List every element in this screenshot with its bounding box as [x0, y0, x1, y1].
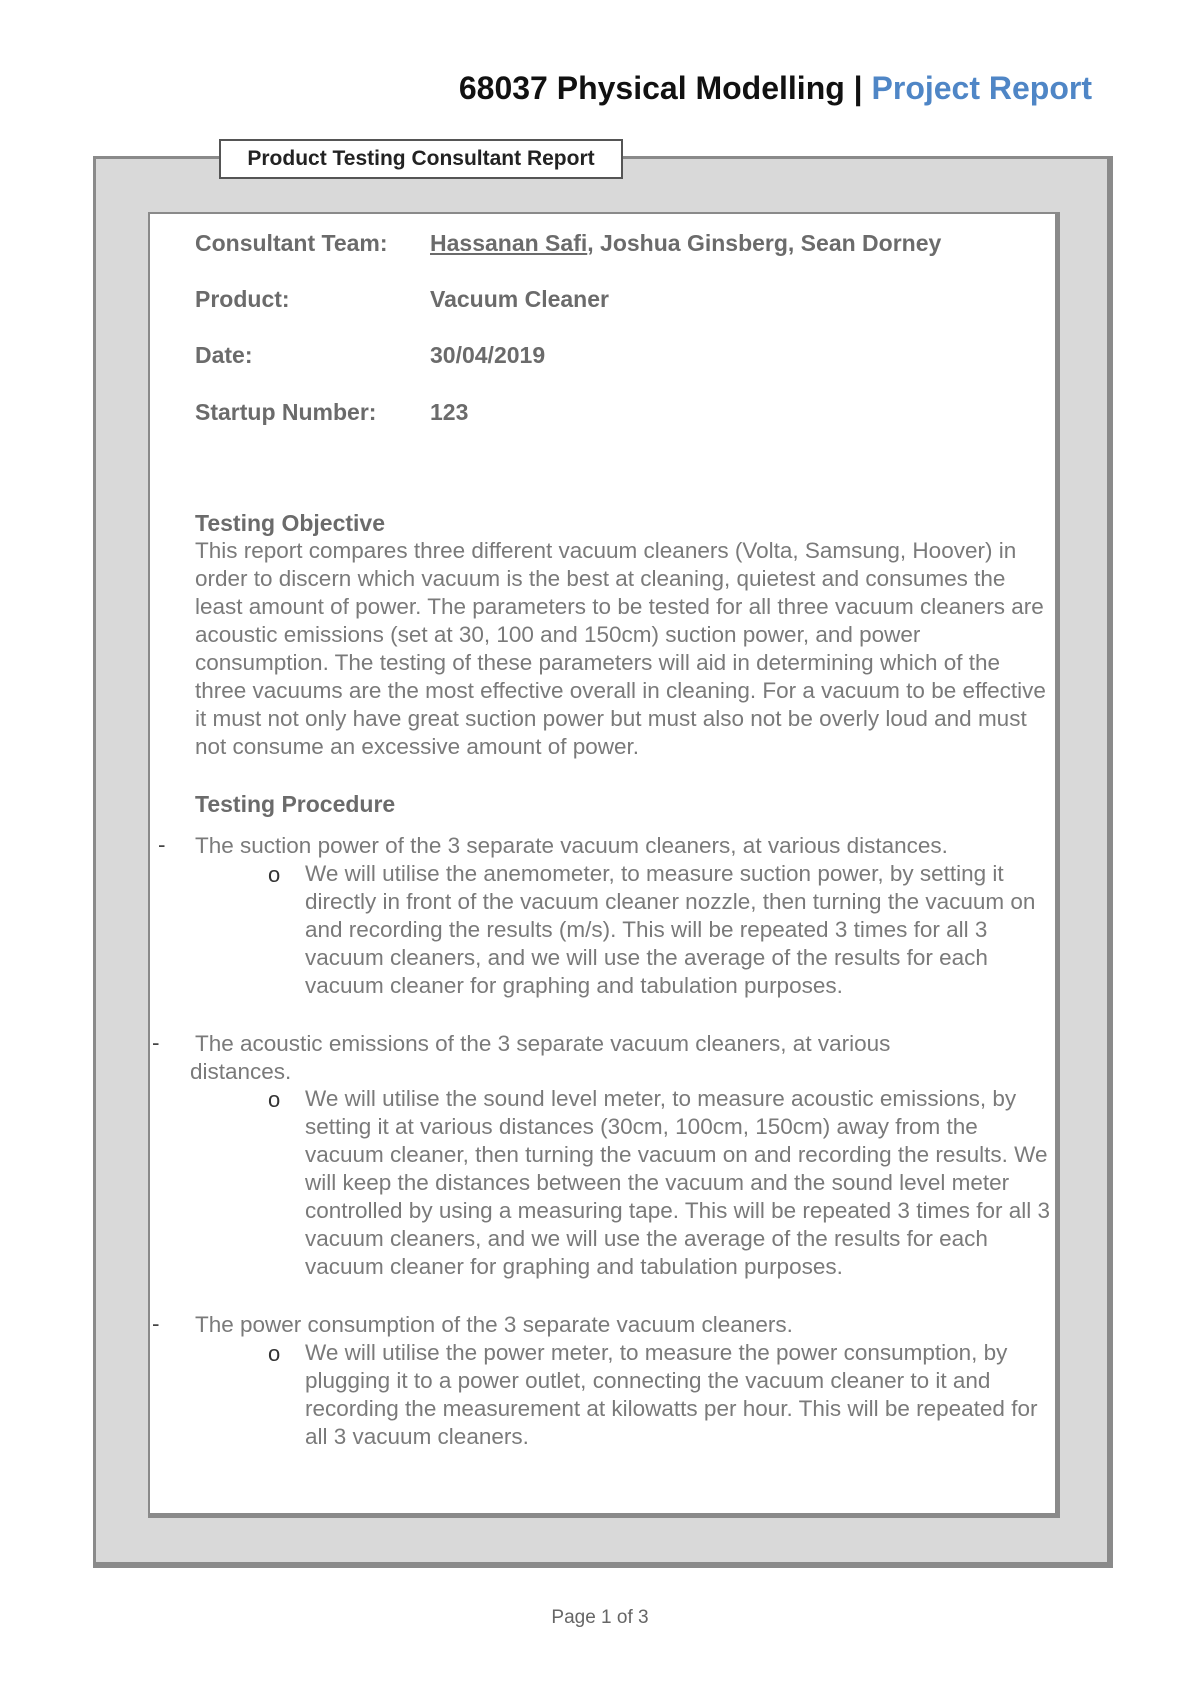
circle-bullet-1: o — [268, 862, 281, 887]
objective-title: Testing Objective — [195, 510, 386, 536]
product-label: Product: — [195, 286, 290, 312]
product-value: Vacuum Cleaner — [430, 286, 609, 312]
procedure-item-1: The suction power of the 3 separate vacuum cleaners, at various distances. — [195, 833, 948, 858]
procedure-subitem-2: We will utilise the sound level meter, to measure acoustic emissions, by setting it at various distances (30cm, 100cm, 150cm) away from the vacuum cleaner, then turning the vacuum on and recording the results. We will keep the distances between the vacuum and the sound level meter controlled by using a measuring tape. This will be repeated 3 times for all 3 vacuum cleaners, and we will use the average of the results for each vacuum cleaner for graphing and tabulation purposes. — [305, 1086, 1050, 1279]
dash-bullet-1: - — [158, 832, 166, 857]
team-label: Consultant Team: — [195, 230, 388, 256]
objective-text: This report compares three different vacuum cleaners (Volta, Samsung, Hoover) in order to discern which vacuum is the best at cleaning, quietest and consumes the least amount of power. The parameters to be tested for all three vacuum cleaners are acoustic emissions (set at 30, 100 and 150cm) suction power, and power consumption. The testing of these parameters will aid in determining which of the three vacuums are the most effective overall in cleaning. For a vacuum to be effective it must not only have great suction power but must also not be overly loud and must not consume an excessive amount of power. — [195, 538, 1046, 759]
meta-row-date — [195, 342, 546, 369]
circle-bullet-3: o — [268, 1341, 281, 1366]
meta-row-startup — [195, 399, 469, 426]
startup-value: 123 — [430, 399, 469, 425]
procedure-title: Testing Procedure — [195, 791, 396, 817]
dash-bullet-2: - — [152, 1030, 160, 1055]
team-first-member-link[interactable]: Hassanan Safi — [430, 230, 588, 256]
header-title-main: 68037 Physical Modelling | — [458, 70, 872, 106]
document-header — [459, 70, 1092, 107]
report-tab-label: Product Testing Consultant Report — [219, 139, 623, 179]
startup-label: Startup Number: — [195, 399, 377, 425]
procedure-item-3: The power consumption of the 3 separate vacuum cleaners. — [195, 1312, 793, 1337]
meta-row-product — [195, 286, 609, 313]
header-title-accent: Project Report — [871, 70, 1092, 106]
date-label: Date: — [195, 342, 253, 368]
procedure-subitem-1: We will utilise the anemometer, to measure suction power, by setting it directly in front of the vacuum cleaner nozzle, then turning the vacuum on and recording the results (m/s). This will be repeated 3 times for all 3 vacuum cleaners, and we will use the average of the results for each vacuum cleaner for graphing and tabulation purposes. — [305, 861, 1036, 998]
meta-row-team — [195, 230, 942, 257]
team-other-members: , Joshua Ginsberg, Sean Dorney — [587, 230, 942, 256]
page-number: Page 1 of 3 — [551, 1607, 649, 1628]
procedure-item-2: The acoustic emissions of the 3 separate vacuum cleaners, at various distances. — [190, 1031, 891, 1084]
team-value — [430, 230, 941, 257]
circle-bullet-2: o — [268, 1087, 281, 1112]
date-value: 30/04/2019 — [430, 342, 546, 368]
procedure-subitem-3: We will utilise the power meter, to measure the power consumption, by plugging it to a power outlet, connecting the vacuum cleaner to it and recording the measurement at kilowatts per hour. This will be repeated for all 3 vacuum cleaners. — [305, 1340, 1038, 1449]
dash-bullet-3: - — [152, 1311, 160, 1336]
